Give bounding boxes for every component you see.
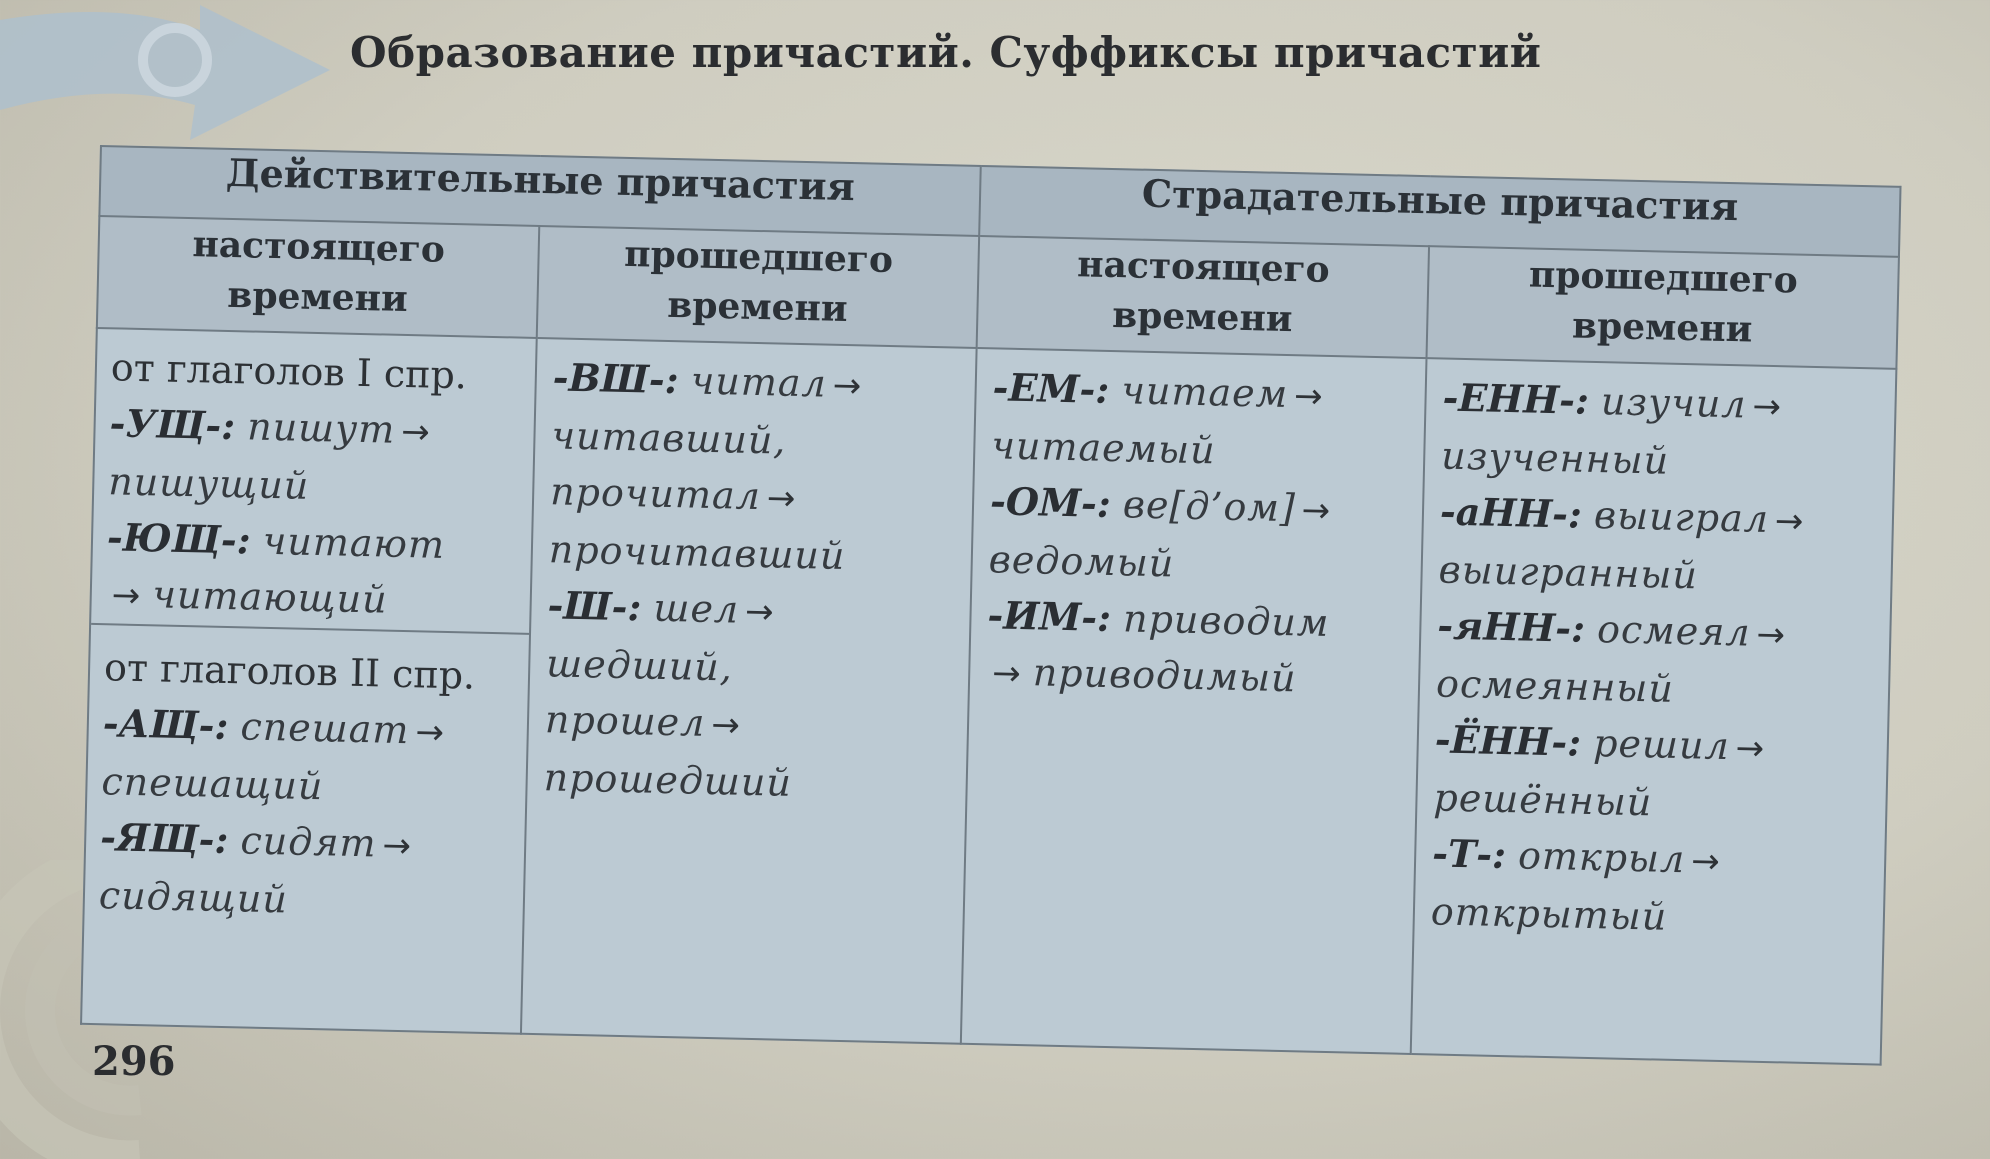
example-line: [105, 565, 520, 632]
suffix-label: -ЁНН-:: [1434, 716, 1582, 765]
arrow-icon: →: [400, 411, 431, 453]
arrow-icon: →: [111, 575, 141, 617]
suffix-label: -яНН-:: [1436, 602, 1586, 651]
example-word: прочитавший: [548, 527, 846, 579]
example-word: пишут: [246, 404, 396, 452]
example-word: читают: [262, 518, 446, 567]
example-word: изучил: [1600, 379, 1748, 427]
example-line: [102, 695, 517, 762]
example-line: [989, 473, 1408, 540]
second-conjugation-block: [84, 625, 529, 933]
example-word: решил: [1592, 721, 1731, 769]
active-present-header: [97, 216, 539, 338]
suffix-label: -ВШ-:: [552, 354, 680, 403]
example-word: прошедший: [543, 755, 793, 805]
example-word: спешащий: [101, 759, 324, 809]
example-word: осмеял: [1596, 607, 1752, 655]
arrow-icon: →: [1752, 386, 1782, 428]
example-line: [1439, 484, 1878, 552]
passive-present-header: [977, 236, 1429, 358]
header-line: времени: [1571, 304, 1753, 351]
example-line: [1435, 655, 1874, 721]
example-word: читал: [690, 358, 828, 406]
suffix-label: -аНН-:: [1439, 488, 1583, 537]
example-line: [548, 521, 957, 586]
example-word: открыл: [1517, 833, 1686, 882]
header-line: времени: [1111, 294, 1293, 341]
suffix-label: -АЩ-:: [102, 700, 230, 749]
participles-table-container: [80, 145, 1900, 1066]
example-line: [546, 635, 955, 700]
passive-past-cell: [1411, 358, 1897, 1064]
suffix-label: -УЩ-:: [109, 400, 236, 449]
example-line: [109, 395, 524, 462]
suffix-label: -Т-:: [1431, 830, 1507, 878]
arrow-icon: →: [744, 591, 775, 633]
example-line: [547, 577, 956, 644]
example-line: [1430, 883, 1869, 949]
example-word: ведомый: [988, 537, 1175, 586]
example-line: [987, 587, 1406, 652]
example-lines: [98, 695, 517, 932]
example-word: читаемый: [990, 423, 1217, 473]
example-line: [552, 349, 961, 416]
example-lines: [105, 395, 524, 632]
suffix-label: -ИМ-:: [987, 592, 1112, 641]
example-word: открытый: [1430, 889, 1668, 939]
example-word: осмеянный: [1435, 661, 1675, 711]
example-word: шедший,: [545, 641, 734, 690]
example-line: [544, 691, 953, 758]
example-word: сидят: [240, 818, 378, 866]
arrow-icon: →: [832, 365, 862, 407]
example-word: решённый: [1433, 775, 1653, 825]
example-word: шел: [653, 585, 740, 632]
example-line: [550, 463, 959, 530]
header-line: настоящего: [1076, 243, 1331, 291]
suffix-label: -ЕМ-:: [992, 364, 1110, 412]
arrow-icon: →: [1774, 501, 1804, 542]
page-number: 296: [92, 1038, 176, 1085]
example-lines: [1430, 370, 1881, 950]
example-line: [98, 867, 513, 932]
page-title: Образование причастий. Суффиксы причастий: [350, 28, 1542, 77]
arrow-icon: →: [766, 478, 796, 519]
arrow-icon: →: [1690, 841, 1721, 882]
passive-present-cell: [961, 348, 1427, 1054]
example-word: приводимый: [1032, 650, 1298, 701]
example-line: [100, 809, 515, 876]
suffix-label: -Ш-:: [547, 582, 642, 630]
decorative-arrow-icon: [0, 0, 340, 150]
example-word: прошел: [544, 697, 706, 745]
example-word: ве[д’ом]: [1122, 482, 1297, 531]
example-word: прочитал: [549, 469, 762, 519]
example-line: [551, 407, 960, 472]
header-line: времени: [666, 283, 849, 330]
suffix-label: -ЕНН-:: [1442, 374, 1590, 423]
arrow-icon: →: [1301, 490, 1331, 531]
example-word: читающий: [151, 572, 389, 622]
active-past-cell: [521, 338, 977, 1044]
example-line: [1434, 711, 1873, 779]
arrow-icon: →: [991, 653, 1022, 695]
active-past-header: [537, 226, 979, 348]
example-word: приводим: [1122, 596, 1330, 646]
example-line: [1442, 370, 1881, 438]
conjugation-intro: от глаголов II спр.: [103, 645, 476, 698]
example-line: [988, 531, 1407, 596]
header-line: времени: [226, 273, 409, 321]
example-word: пишущий: [107, 459, 310, 508]
example-word: читаем: [1120, 368, 1289, 417]
arrow-icon: →: [1756, 614, 1786, 656]
example-lines: [986, 359, 1412, 710]
example-line: [106, 509, 521, 574]
example-line: [1432, 825, 1871, 893]
example-word: читавший,: [551, 413, 787, 463]
example-line: [543, 749, 952, 814]
conjugation-intro: от глаголов I спр.: [110, 345, 468, 398]
example-line: [986, 643, 1405, 710]
arrow-icon: →: [1735, 728, 1765, 769]
example-word: выиграл: [1593, 492, 1770, 541]
example-word: изученный: [1440, 433, 1670, 483]
example-lines: [543, 349, 961, 814]
example-line: [101, 753, 516, 818]
example-word: спешат: [240, 704, 410, 753]
suffix-label: -ЮЩ-:: [106, 514, 252, 563]
body-row: [81, 328, 1896, 1065]
example-line: [1433, 769, 1872, 835]
arrow-icon: →: [382, 825, 412, 867]
passive-past-header: [1427, 246, 1899, 369]
suffix-label: -ОМ-:: [989, 478, 1112, 527]
header-line: прошедшего: [1528, 253, 1799, 302]
example-line: [1437, 597, 1876, 665]
active-participles-header: Действительные причастия: [99, 146, 980, 236]
arrow-icon: →: [414, 712, 445, 753]
header-line: настоящего: [192, 223, 446, 271]
example-line: [991, 417, 1410, 482]
example-line: [1441, 428, 1880, 494]
example-word: выигранный: [1438, 547, 1699, 598]
suffix-label: -ЯЩ-:: [99, 814, 230, 863]
header-line: прошедшего: [623, 232, 894, 282]
active-present-cell: [81, 328, 537, 1034]
example-line: [992, 359, 1411, 426]
arrow-icon: →: [1293, 376, 1324, 417]
example-line: [1438, 541, 1877, 607]
participles-table: [80, 145, 1902, 1066]
arrow-icon: →: [710, 705, 741, 746]
example-line: [108, 453, 523, 518]
passive-participles-header: Страдательные причастия: [979, 166, 1900, 257]
first-conjugation-block: [91, 329, 536, 635]
example-word: сидящий: [98, 873, 289, 922]
